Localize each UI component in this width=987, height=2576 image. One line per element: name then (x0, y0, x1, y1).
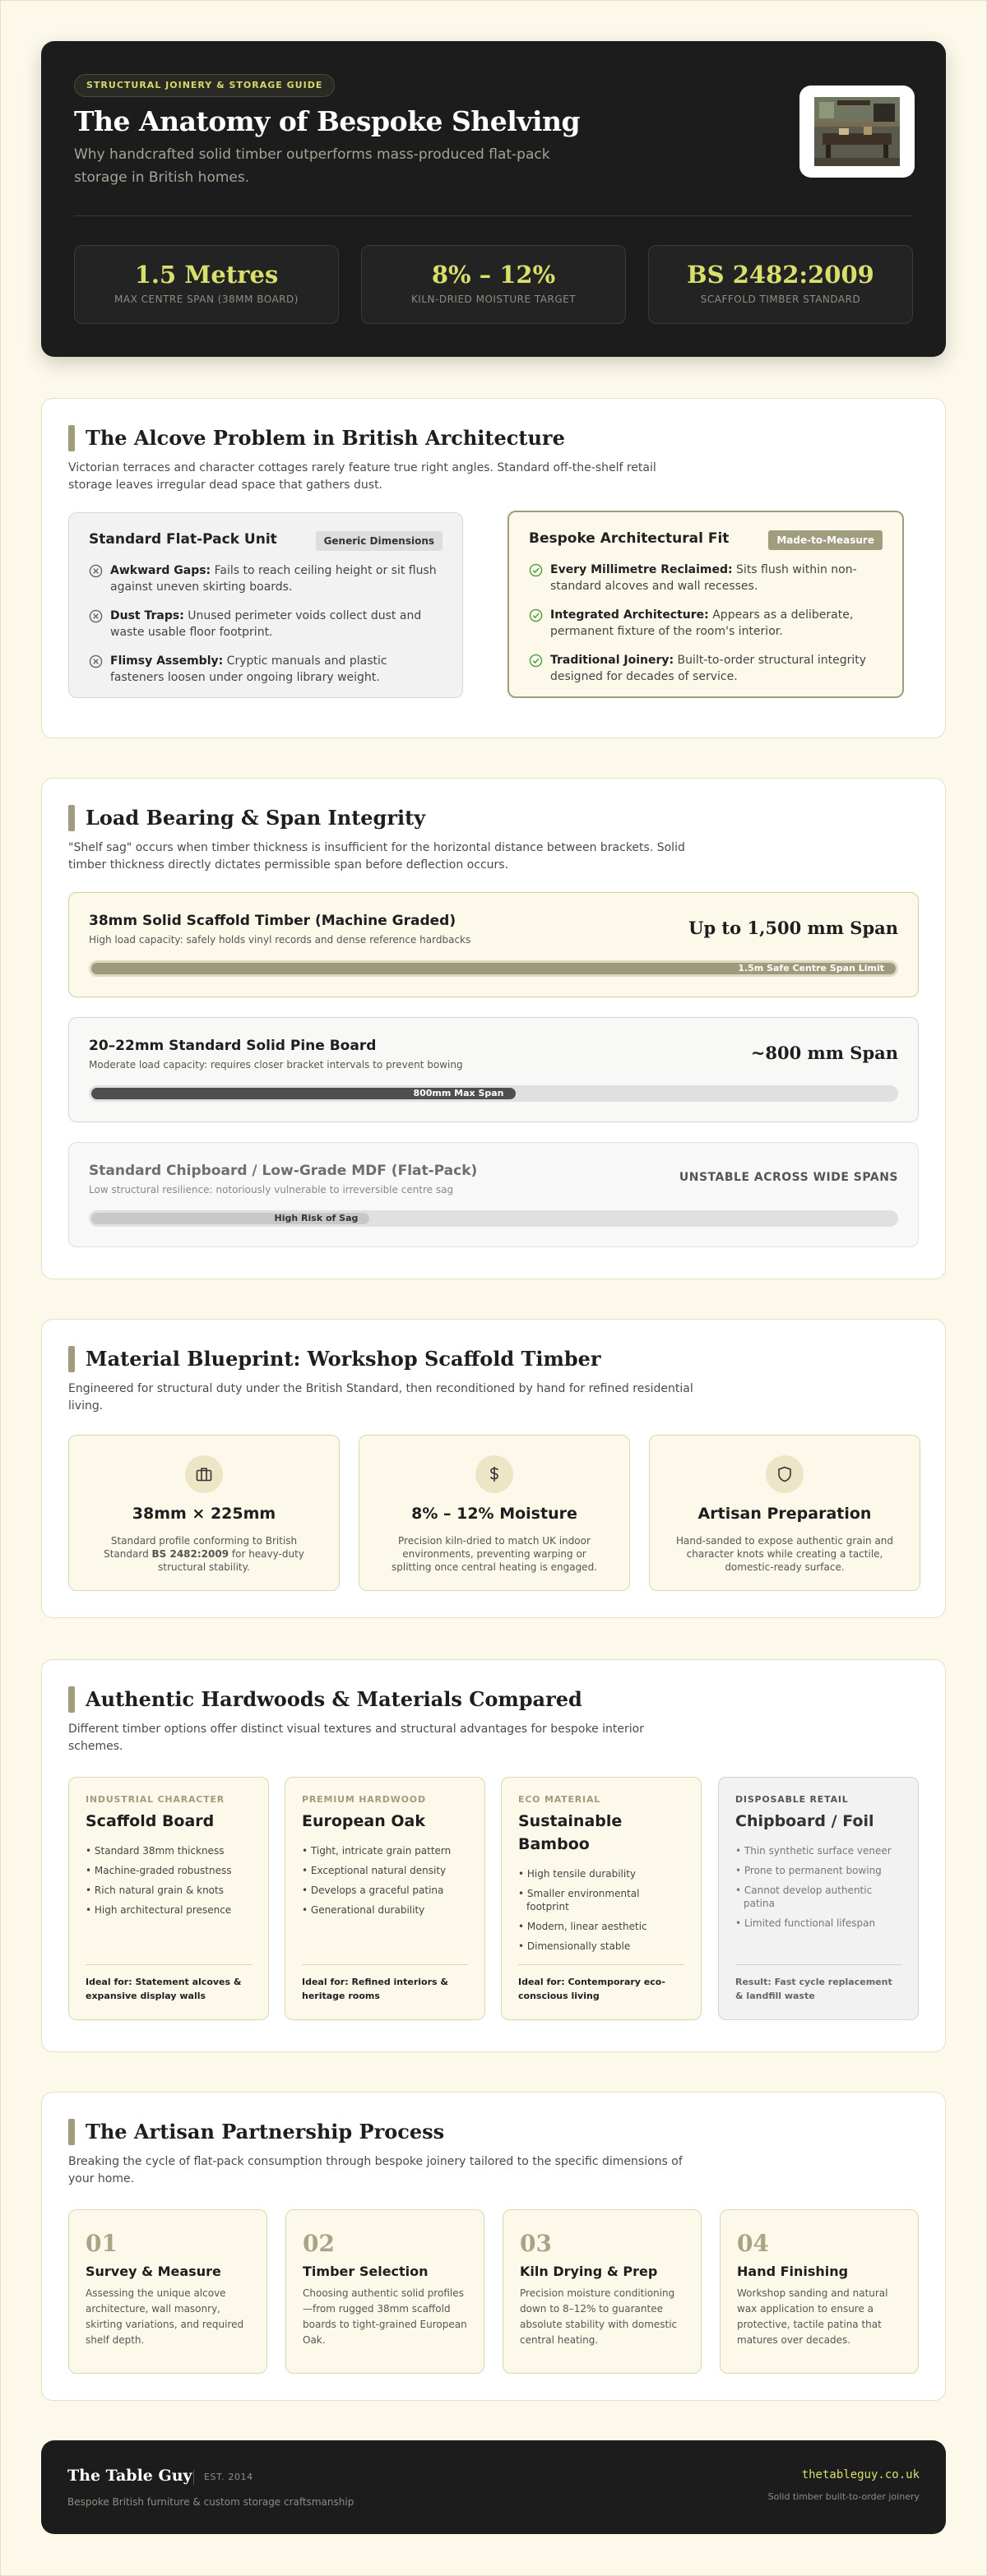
process-step (285, 2209, 484, 2374)
comparison-title: Standard Flat-Pack Unit (89, 531, 277, 548)
span-bar-fill: 800mm Max Span (91, 1088, 516, 1099)
hero-divider (74, 215, 913, 216)
item-label: Traditional Joinery: (550, 654, 674, 667)
material-category: DISPOSABLE RETAIL (735, 1794, 849, 1805)
step-number: 01 (86, 2230, 118, 2257)
material-card (68, 1777, 269, 2020)
span-value: UNSTABLE ACROSS WIDE SPANS (679, 1171, 898, 1184)
list-item: • High tensile durability (518, 1868, 637, 1880)
list-item (89, 608, 443, 641)
load-bearing-section (41, 778, 946, 1279)
step-title: Survey & Measure (86, 2264, 221, 2279)
step-number: 02 (303, 2230, 335, 2257)
section-accent-bar (68, 1686, 75, 1713)
bespoke-comparison (507, 511, 904, 698)
section-description: Different timber options offer distinct visual textures and structural advantages for bespoke interior schemes. (68, 1723, 644, 1753)
material-card (285, 1777, 485, 2020)
list-item: • Cannot develop authentic patina (735, 1885, 873, 1909)
step-description: Precision moisture conditioning down to 8–12% to guarantee absolute stability with domestic central heating. (520, 2287, 678, 2346)
list-item: • Rich natural grain & knots (86, 1885, 224, 1896)
brand-name: The Table Guy (67, 2467, 192, 2485)
process-section (41, 2092, 946, 2401)
step-number: 03 (520, 2230, 552, 2257)
span-bar-track (89, 960, 898, 977)
check-circle-icon (529, 654, 543, 668)
span-value: Up to 1,500 mm Span (688, 918, 898, 938)
spec-title: Artisan Preparation (697, 1505, 872, 1523)
spec-card (649, 1435, 920, 1591)
process-step (720, 2209, 919, 2374)
material-category: ECO MATERIAL (518, 1794, 601, 1805)
page-subtitle: Why handcrafted solid timber outperforms mass-produced flat-pack storage in British homes. (74, 146, 550, 186)
list-item: • Modern, linear aesthetic (518, 1921, 647, 1932)
section-description: "Shelf sag" occurs when timber thickness is insufficient for the horizontal distance between brackets. Solid timber thickness directly dictates permissible span before deflection occurs. (68, 841, 685, 872)
section-description: Engineered for structural duty under the British Standard, then reconditioned by hand for refined residential living. (68, 1382, 693, 1413)
span-row (68, 1142, 919, 1247)
material-name: 38mm Solid Scaffold Timber (Machine Graded) (89, 913, 456, 929)
section-title: The Artisan Partnership Process (86, 2120, 445, 2144)
process-step (68, 2209, 267, 2374)
material-verdict: Result: Fast cycle replacement & landfill waste (735, 1964, 901, 2003)
section-title: The Alcove Problem in British Architecture (86, 426, 565, 450)
stat-card (361, 245, 626, 324)
step-title: Kiln Drying & Prep (520, 2264, 658, 2279)
material-name: Chipboard / Foil (735, 1812, 874, 1830)
span-bar-track (89, 1210, 898, 1227)
item-text: Built-to-order structural integrity designed for decades of service. (550, 654, 867, 683)
list-item: • Thin synthetic surface veneer (735, 1845, 892, 1857)
item-text: Unused perimeter voids collect dust and waste usable floor footprint. (110, 609, 422, 639)
hero-banner (41, 41, 946, 357)
material-category: INDUSTRIAL CHARACTER (86, 1794, 225, 1805)
list-item: • Machine-graded robustness (86, 1865, 232, 1876)
material-verdict: Ideal for: Statement alcoves & expansive display walls (86, 1964, 252, 2003)
list-item: • Smaller environmental footprint (518, 1888, 640, 1912)
material-verdict: Ideal for: Contemporary eco-conscious living (518, 1964, 684, 2003)
stat-label: KILN-DRIED MOISTURE TARGET (410, 294, 577, 305)
guide-badge: STRUCTURAL JOINERY & STORAGE GUIDE (74, 74, 335, 97)
stat-value: 1.5 Metres (134, 261, 279, 289)
comparison-title: Bespoke Architectural Fit (529, 530, 730, 547)
stat-value: BS 2482:2009 (687, 261, 874, 289)
list-item (529, 652, 883, 685)
material-name: Sustainable Bamboo (518, 1812, 623, 1853)
section-accent-bar (68, 805, 75, 831)
step-description: Assessing the unique alcove architecture, wall masonry, skirting variations, and required shelf depth. (86, 2287, 244, 2346)
section-title: Material Blueprint: Workshop Scaffold Timber (86, 1347, 601, 1371)
x-circle-icon (89, 609, 103, 623)
flat-pack-comparison (68, 512, 463, 698)
list-item: • Exceptional natural density (302, 1865, 447, 1876)
section-title: Authentic Hardwoods & Materials Compared (86, 1687, 582, 1711)
spec-title: 38mm × 225mm (132, 1505, 276, 1523)
brand-tagline: Bespoke British furniture & custom storage craftsmanship (67, 2496, 354, 2508)
spec-description: Precision kiln-dried to match UK indoor environments, preventing warping or splitting once central heating is engaged. (392, 1535, 597, 1573)
spec-title: 8% – 12% Moisture (411, 1505, 577, 1523)
step-description: Workshop sanding and natural wax application to ensure a protective, tactile patina that matures over decades. (737, 2287, 888, 2346)
span-row (68, 892, 919, 997)
material-note: Low structural resilience: notoriously vulnerable to irreversible centre sag (89, 1184, 454, 1196)
interior-thumbnail (799, 86, 915, 178)
alcove-section (41, 398, 946, 738)
stat-card (648, 245, 913, 324)
step-title: Timber Selection (303, 2264, 429, 2279)
spec-card (68, 1435, 340, 1591)
span-bar-fill: 1.5m Safe Centre Span Limit (91, 963, 896, 974)
span-value: ~800 mm Span (750, 1043, 898, 1063)
material-note: Moderate load capacity: requires closer bracket intervals to prevent bowing (89, 1059, 463, 1071)
material-name: Scaffold Board (86, 1812, 215, 1830)
item-text: Appears as a deliberate, permanent fixture of the room's interior. (550, 608, 854, 638)
material-card (718, 1777, 919, 2020)
interior-photo-image (814, 97, 900, 166)
hardwoods-section (41, 1659, 946, 2052)
section-description: Breaking the cycle of flat-pack consumption through bespoke joinery tailored to the specific dimensions of your home. (68, 2155, 683, 2185)
item-text: Cryptic manuals and plastic fasteners loosen under ongoing library weight. (110, 654, 387, 684)
span-row (68, 1017, 919, 1122)
item-label: Dust Traps: (110, 609, 184, 622)
material-name: European Oak (302, 1812, 425, 1830)
span-bar-track (89, 1085, 898, 1102)
material-verdict: Ideal for: Refined interiors & heritage rooms (302, 1964, 468, 2003)
footer-note: Solid timber built-to-order joinery (767, 2491, 920, 2502)
comparison-badge: Generic Dimensions (316, 531, 443, 551)
step-number: 04 (737, 2230, 769, 2257)
check-circle-icon (529, 608, 543, 622)
site-footer (41, 2440, 946, 2534)
section-accent-bar (68, 2119, 75, 2145)
list-item (89, 562, 443, 595)
footer-separator (193, 2470, 194, 2485)
list-item: • Tight, intricate grain pattern (302, 1845, 452, 1857)
list-item: • Dimensionally stable (518, 1940, 631, 1952)
established-year: EST. 2014 (204, 2472, 253, 2482)
section-description: Victorian terraces and character cottages rarely feature true right angles. Standard off-the-shelf retail storage leaves irregular dead space that gathers dust. (68, 461, 656, 492)
material-note: High load capacity: safely holds vinyl records and dense reference hardbacks (89, 934, 471, 946)
list-item: • Develops a graceful patina (302, 1885, 444, 1896)
spec-description: Hand-sanded to expose authentic grain and character knots while creating a tactile, domestic-ready surface. (675, 1535, 894, 1573)
item-label: Awkward Gaps: (110, 564, 211, 577)
section-accent-bar (68, 425, 75, 451)
list-item (529, 562, 883, 594)
step-title: Hand Finishing (737, 2264, 849, 2279)
process-step (503, 2209, 702, 2374)
material-category: PREMIUM HARDWOOD (302, 1794, 426, 1805)
comparison-badge: Made-to-Measure (768, 530, 883, 550)
shield-icon (766, 1455, 804, 1493)
list-item: • Generational durability (302, 1904, 425, 1916)
material-name: 20–22mm Standard Solid Pine Board (89, 1038, 377, 1054)
stat-label: MAX CENTRE SPAN (38MM BOARD) (114, 294, 299, 305)
website-link[interactable]: thetableguy.co.uk (801, 2468, 920, 2481)
list-item: • Limited functional lifespan (735, 1917, 876, 1929)
stat-label: SCAFFOLD TIMBER STANDARD (700, 294, 861, 305)
section-accent-bar (68, 1346, 75, 1372)
page-title: The Anatomy of Bespoke Shelving (74, 105, 581, 137)
item-text: Sits flush within non-standard alcoves and wall recesses. (550, 563, 857, 593)
material-name: Standard Chipboard / Low-Grade MDF (Flat-Pack) (89, 1163, 478, 1179)
spec-card (359, 1435, 630, 1591)
item-label: Flimsy Assembly: (110, 654, 224, 668)
x-circle-icon (89, 654, 103, 668)
item-text: Fails to reach ceiling height or sit flush against uneven skirting boards. (110, 564, 437, 594)
briefcase-icon (185, 1455, 223, 1493)
blueprint-section (41, 1319, 946, 1618)
section-title: Load Bearing & Span Integrity (86, 806, 426, 830)
item-label: Integrated Architecture: (550, 608, 709, 622)
span-bar-fill: High Risk of Sag (91, 1213, 369, 1224)
stat-value: 8% – 12% (431, 261, 556, 289)
item-label: Every Millimetre Reclaimed: (550, 563, 733, 576)
check-circle-icon (529, 563, 543, 577)
material-card (501, 1777, 702, 2020)
list-item: • Prone to permanent bowing (735, 1865, 882, 1876)
dollar-icon (475, 1455, 513, 1493)
list-item (89, 653, 443, 686)
spec-description: Standard profile conforming to British Standard BS 2482:2009 for heavy-duty structural stability. (104, 1535, 304, 1573)
list-item: • High architectural presence (86, 1904, 232, 1916)
list-item (529, 607, 883, 640)
stat-card (74, 245, 339, 324)
list-item: • Standard 38mm thickness (86, 1845, 225, 1857)
x-circle-icon (89, 564, 103, 578)
step-description: Choosing authentic solid profiles—from rugged 38mm scaffold boards to tight-grained European Oak. (303, 2287, 467, 2346)
